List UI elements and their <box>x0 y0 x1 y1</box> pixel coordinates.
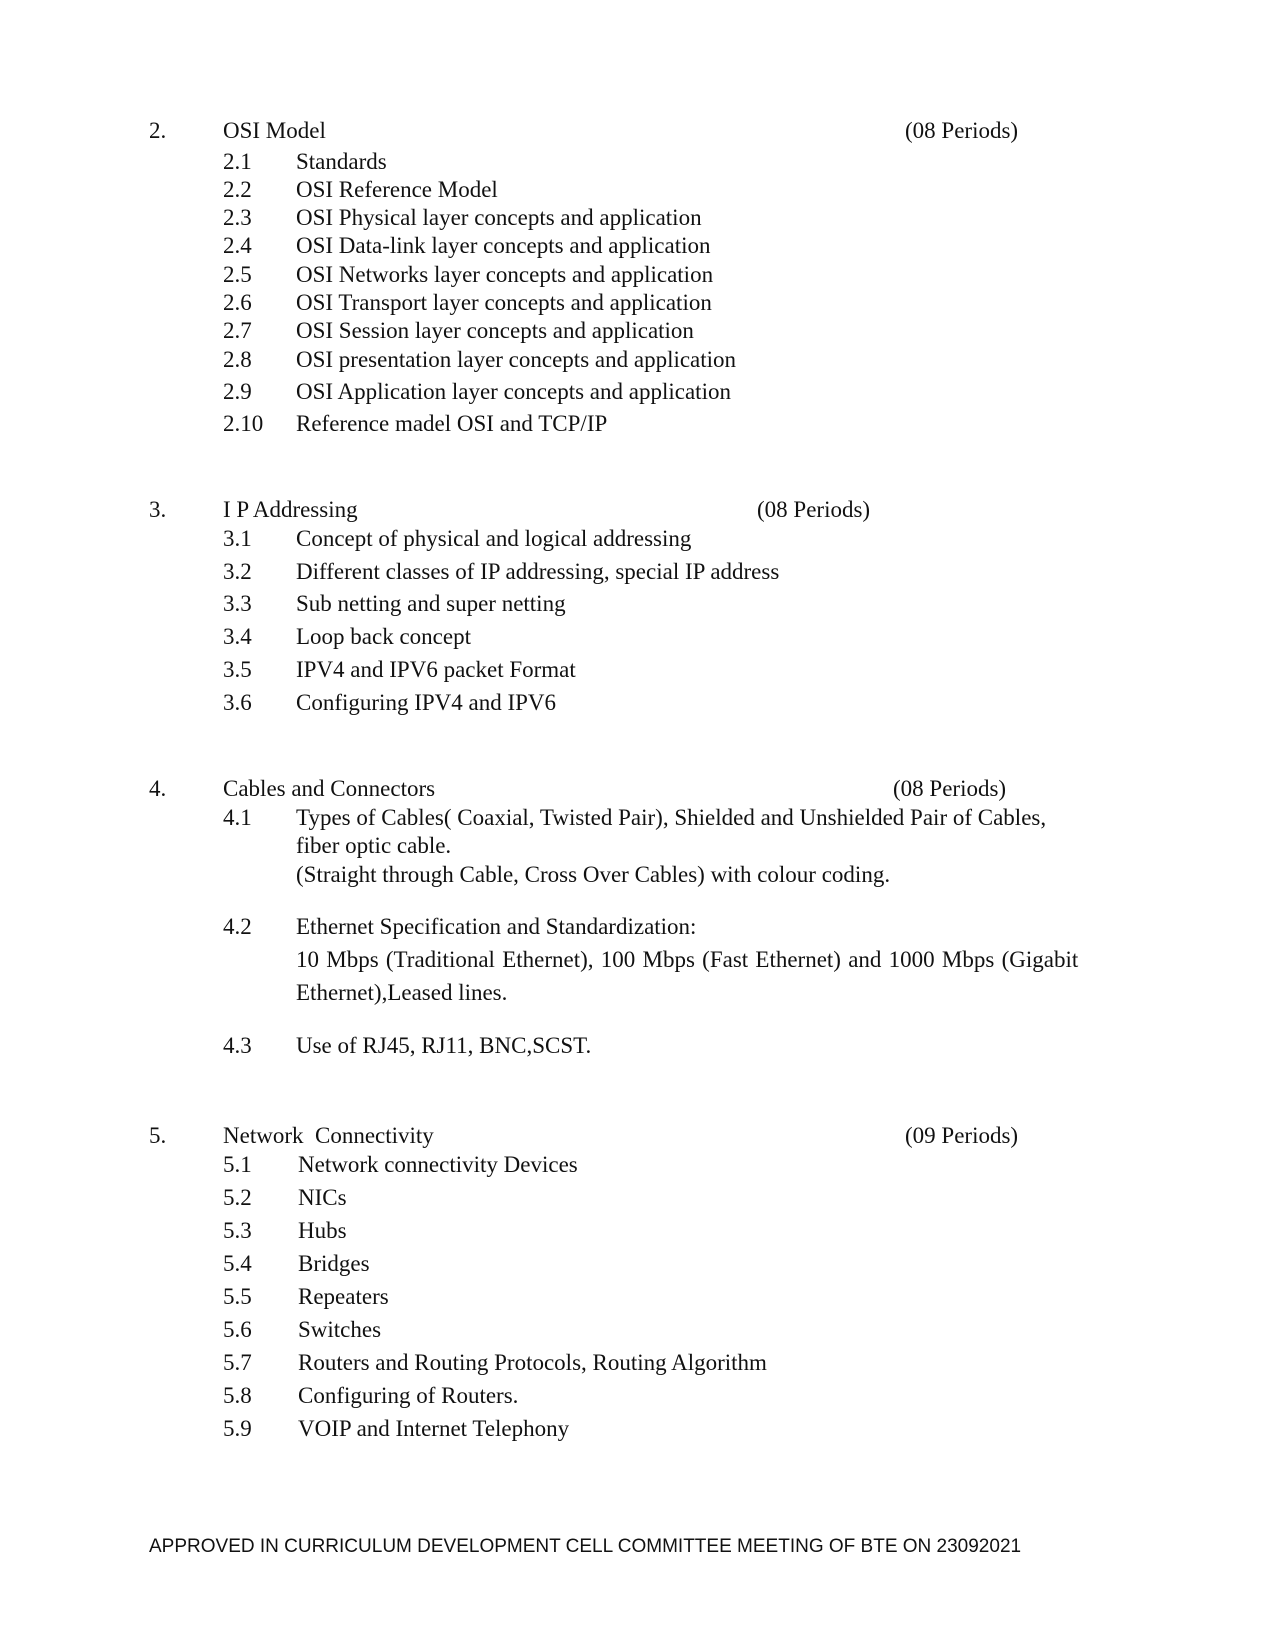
item-number: 3.1 <box>223 526 252 551</box>
item-number: 2.1 <box>223 149 252 174</box>
item-text: OSI Reference Model <box>296 177 498 202</box>
item-text: OSI Physical layer concepts and application <box>296 205 702 230</box>
item-text: Repeaters <box>298 1284 389 1309</box>
section-number: 5. <box>149 1123 167 1148</box>
item-number: 5.4 <box>223 1251 252 1276</box>
section-number: 3. <box>149 497 167 522</box>
item-number: 5.8 <box>223 1383 252 1408</box>
item-number: 5.9 <box>223 1416 252 1441</box>
section-periods: (08 Periods) <box>893 776 1007 801</box>
item-number: 5.5 <box>223 1284 252 1309</box>
item-number: 5.7 <box>223 1350 252 1375</box>
item-text: OSI Transport layer concepts and application <box>296 290 712 315</box>
item-text: Concept of physical and logical addressing <box>296 526 692 551</box>
item-text: OSI presentation layer concepts and application <box>296 347 737 372</box>
item-text: OSI Networks layer concepts and application <box>296 262 714 287</box>
item-text: Sub netting and super netting <box>296 591 566 616</box>
item-number: 2.9 <box>223 379 252 404</box>
item-text-line: fiber optic cable. <box>296 833 452 858</box>
item-text: IPV4 and IPV6 packet Format <box>296 657 576 682</box>
item-text: NICs <box>298 1185 347 1210</box>
section-number: 4. <box>149 776 167 801</box>
item-number: 3.6 <box>223 690 252 715</box>
item-number: 4.2 <box>223 914 252 939</box>
item-number: 4.3 <box>223 1033 252 1058</box>
item-number: 2.7 <box>223 318 252 343</box>
item-text: Standards <box>296 149 387 174</box>
item-text: VOIP and Internet Telephony <box>298 1416 570 1441</box>
item-text: Hubs <box>298 1218 347 1243</box>
item-text-line: Ethernet),Leased lines. <box>296 980 508 1005</box>
section-title: I P Addressing <box>223 497 358 522</box>
item-text: Switches <box>298 1317 382 1342</box>
section-periods: (08 Periods) <box>757 497 871 522</box>
item-number: 5.6 <box>223 1317 252 1342</box>
item-number: 2.8 <box>223 347 252 372</box>
item-text-line: (Straight through Cable, Cross Over Cables) with colour coding. <box>296 862 891 887</box>
item-number: 5.3 <box>223 1218 252 1243</box>
item-text: Routers and Routing Protocols, Routing Algorithm <box>298 1350 767 1375</box>
section-title: OSI Model <box>223 118 326 143</box>
item-number: 5.1 <box>223 1152 252 1177</box>
item-text: Network connectivity Devices <box>298 1152 578 1177</box>
item-text: OSI Session layer concepts and application <box>296 318 694 343</box>
item-text: Use of RJ45, RJ11, BNC,SCST. <box>296 1033 592 1058</box>
section-number: 2. <box>149 118 167 143</box>
item-text: OSI Application layer concepts and application <box>296 379 731 404</box>
item-number: 2.6 <box>223 290 252 315</box>
item-text-line: Ethernet Specification and Standardization: <box>296 914 697 939</box>
item-text: Configuring of Routers. <box>298 1383 519 1408</box>
approval-footer: APPROVED IN CURRICULUM DEVELOPMENT CELL COMMITTEE MEETING OF BTE ON 23092021 <box>149 1536 1022 1557</box>
item-number: 2.5 <box>223 262 252 287</box>
item-text: Loop back concept <box>296 624 471 649</box>
item-text: OSI Data-link layer concepts and application <box>296 233 711 258</box>
item-text-line: 10 Mbps (Traditional Ethernet), 100 Mbps (Fast Ethernet) and 1000 Mbps (Gigabit <box>296 947 1079 972</box>
item-number: 2.2 <box>223 177 252 202</box>
item-text: Configuring IPV4 and IPV6 <box>296 690 557 715</box>
item-number: 3.2 <box>223 559 252 584</box>
item-number: 3.5 <box>223 657 252 682</box>
item-number: 2.3 <box>223 205 252 230</box>
item-number: 2.4 <box>223 233 252 258</box>
item-text: Bridges <box>298 1251 370 1276</box>
item-text-line: Types of Cables( Coaxial, Twisted Pair), Shielded and Unshielded Pair of Cables, <box>296 805 1047 830</box>
item-number: 5.2 <box>223 1185 252 1210</box>
section-title: Cables and Connectors <box>223 776 436 801</box>
item-number: 4.1 <box>223 805 252 830</box>
item-number: 3.4 <box>223 624 252 649</box>
section-title: Network Connectivity <box>223 1123 434 1148</box>
section-periods: (09 Periods) <box>905 1123 1019 1148</box>
item-text: Reference madel OSI and TCP/IP <box>296 411 608 436</box>
item-number: 2.10 <box>223 411 264 436</box>
section-periods: (08 Periods) <box>905 118 1019 143</box>
item-number: 3.3 <box>223 591 252 616</box>
item-text: Different classes of IP addressing, special IP address <box>296 559 780 584</box>
